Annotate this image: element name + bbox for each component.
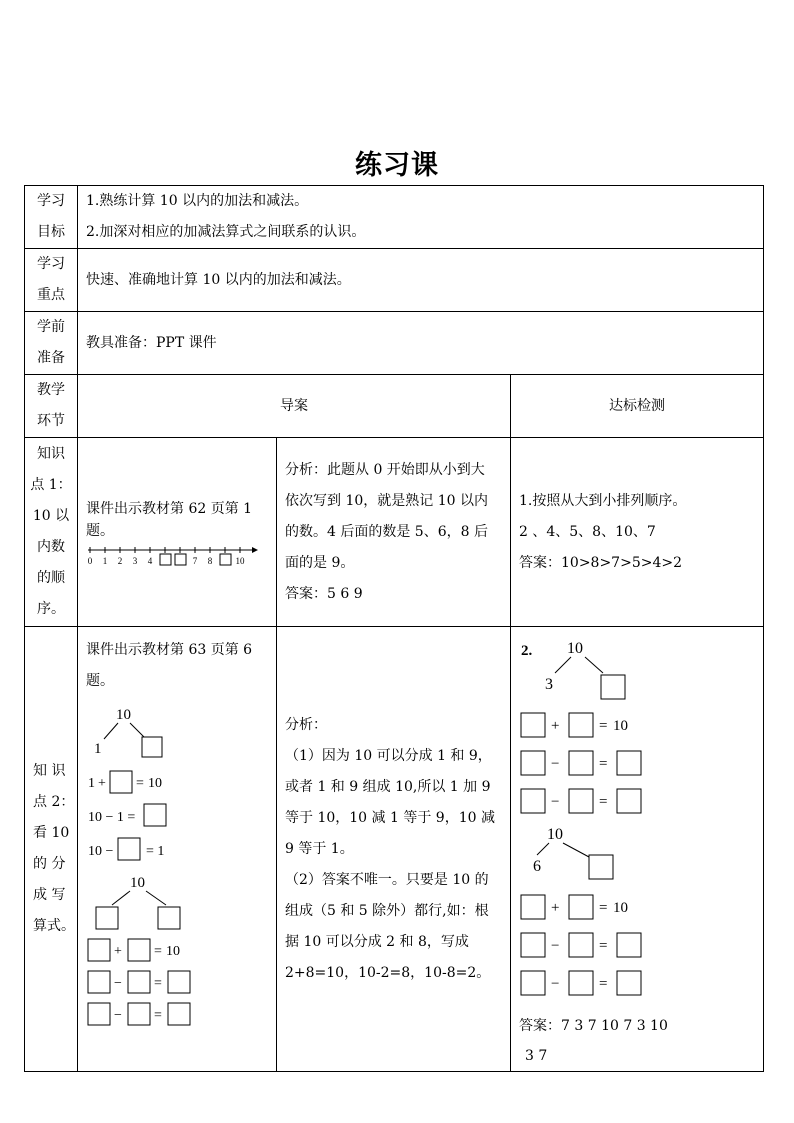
- check-eq-text: =: [599, 794, 608, 810]
- k1-label: [25, 438, 78, 627]
- focus-label: [25, 249, 78, 312]
- fig-eq-text: = 1: [146, 844, 165, 859]
- answer-box[interactable]: [168, 971, 190, 993]
- answer-box[interactable]: [96, 907, 118, 929]
- prep-label-line: 学前: [37, 319, 65, 335]
- answer-box[interactable]: [88, 971, 110, 993]
- answer-box[interactable]: [521, 751, 545, 775]
- answer-box[interactable]: [521, 713, 545, 737]
- answer-box[interactable]: [521, 933, 545, 957]
- goal-label: [25, 186, 78, 249]
- check-header: 达标检测: [511, 375, 764, 438]
- k2-analysis-line: 分析：: [285, 716, 327, 733]
- k1-analysis: [277, 438, 511, 627]
- k1-label-line: 点 1：: [30, 477, 72, 493]
- k1-task: [78, 438, 277, 627]
- fig-eq-text: 1: [88, 776, 95, 791]
- number-line-label: 7: [192, 556, 198, 566]
- check-left-number: 6: [533, 858, 541, 875]
- prep-content: [78, 312, 764, 375]
- k2-label-line: 看 10: [33, 825, 70, 841]
- fig-eq-text: 10 −: [88, 844, 114, 859]
- k2-label-line: 知 识: [33, 763, 66, 779]
- focus-row: [25, 249, 764, 312]
- k2-analysis-line: （1）因为 10 可以分成 1 和 9，: [285, 747, 492, 764]
- k2-task: [78, 627, 277, 1072]
- check-eq-text: −: [551, 938, 560, 954]
- header-label-line: 教学: [37, 382, 65, 398]
- number-line-label: 8: [207, 556, 213, 566]
- answer-box[interactable]: [569, 933, 593, 957]
- k1-label-line: 内数: [37, 539, 65, 555]
- fig-eq-text: =: [154, 976, 162, 991]
- answer-box[interactable]: [118, 838, 140, 860]
- k1-label-line: 10 以: [32, 508, 70, 524]
- k2-analysis-line: 2+8=10，10-2=8，10-8=2。: [285, 964, 491, 981]
- k1-analysis-line: 依次写到 10，就是熟记 10 以内: [285, 492, 488, 509]
- fig-eq-text: +: [114, 944, 122, 959]
- fig-top-number: 10: [130, 875, 145, 891]
- k1-answer: 答案：5 6 9: [285, 585, 363, 602]
- answer-box[interactable]: [521, 789, 545, 813]
- fig-eq-text: 10 − 1 =: [88, 810, 136, 825]
- goal-label-line: 目标: [37, 224, 65, 240]
- focus-content: [78, 249, 764, 312]
- answer-box[interactable]: [521, 971, 545, 995]
- answer-box[interactable]: [617, 971, 641, 995]
- check-eq-text: =: [599, 976, 608, 992]
- answer-box[interactable]: [617, 789, 641, 813]
- answer-box[interactable]: [144, 804, 166, 826]
- check-answer-line: 答案：7 3 7 10 7 3 10: [519, 1018, 668, 1034]
- goal-row: [25, 186, 764, 249]
- header-label-line: 环节: [37, 413, 65, 429]
- answer-box[interactable]: [88, 1003, 110, 1025]
- answer-box[interactable]: [589, 855, 613, 879]
- k2-label-line: 点 2：: [33, 794, 75, 810]
- k2-analysis-line: 9 等于 1。: [285, 840, 354, 857]
- check-top-number: 10: [547, 826, 563, 843]
- k2-task-line: 题。: [86, 673, 114, 689]
- k1-label-line: 知识: [37, 446, 65, 462]
- k1-check-line: 2 、4、5、8、10、7: [519, 523, 656, 540]
- fig-eq-text: =: [136, 776, 144, 791]
- answer-box[interactable]: [220, 554, 231, 565]
- k1-check-line: 1.按照从大到小排列顺序。: [519, 492, 687, 509]
- k2-label: [25, 627, 78, 1072]
- check-eq-text: 10: [613, 900, 628, 916]
- answer-box[interactable]: [521, 895, 545, 919]
- answer-box[interactable]: [617, 751, 641, 775]
- check-answer-line: 3 7: [525, 1048, 548, 1064]
- header-row: [25, 375, 764, 438]
- fig-eq-text: =: [154, 944, 162, 959]
- answer-box[interactable]: [569, 895, 593, 919]
- answer-box[interactable]: [569, 971, 593, 995]
- guide-header: 导案: [78, 375, 511, 438]
- check-figure: [519, 631, 759, 1011]
- check-eq-text: −: [551, 794, 560, 810]
- k2-analysis-line: 据 10 可以分成 2 和 8，写成: [285, 933, 469, 950]
- fig-eq-text: −: [114, 976, 122, 991]
- number-line-label: 0: [87, 556, 93, 566]
- fig-eq-text: −: [114, 1008, 122, 1023]
- k2-check: [511, 627, 764, 1072]
- fig-left-number: 1: [94, 741, 102, 757]
- answer-box[interactable]: [158, 907, 180, 929]
- answer-box[interactable]: [88, 939, 110, 961]
- check-eq-text: +: [551, 900, 560, 916]
- k2-analysis-line: 或者 1 和 9 组成 10,所以 1 加 9: [285, 778, 491, 795]
- check-eq-text: 10: [613, 718, 628, 734]
- fig-eq-text: 10: [166, 944, 180, 959]
- answer-box[interactable]: [160, 554, 171, 565]
- k1-label-line: 序。: [37, 601, 65, 617]
- goal-line-2: 2.加深对相应的加减法算式之间联系的认识。: [86, 224, 366, 240]
- answer-box[interactable]: [128, 971, 150, 993]
- answer-box[interactable]: [569, 789, 593, 813]
- number-line-label: 3: [132, 556, 138, 566]
- page-title: 练习课: [355, 150, 439, 181]
- number-line-label: 2: [117, 556, 123, 566]
- k2-label-line: 的 分: [33, 856, 66, 872]
- goal-line-1: 1.熟练计算 10 以内的加法和减法。: [86, 193, 309, 209]
- answer-box[interactable]: [569, 751, 593, 775]
- answer-box[interactable]: [175, 554, 186, 565]
- check-eq-text: −: [551, 976, 560, 992]
- fig-eq-text: =: [154, 1008, 162, 1023]
- k2-row: [25, 627, 764, 1072]
- k2-task-line: 课件出示教材第 63 页第 6: [86, 642, 253, 658]
- lesson-plan-table: [24, 185, 764, 1072]
- k1-row: [25, 438, 764, 627]
- k1-task-line: 课件出示教材第 62 页第 1: [86, 501, 253, 517]
- goal-label-line: 学习: [37, 193, 65, 209]
- check-eq-text: +: [551, 718, 560, 734]
- k2-analysis: [277, 627, 511, 1072]
- k2-label-line: 成 写: [33, 887, 66, 903]
- k2-analysis-line: （2）答案不唯一。只要是 10 的: [285, 871, 489, 888]
- prep-label-line: 准备: [37, 350, 65, 366]
- number-line: [86, 544, 258, 566]
- prep-label: [25, 312, 78, 375]
- answer-box[interactable]: [569, 713, 593, 737]
- focus-label-line: 学习: [37, 256, 65, 272]
- check-left-number: 3: [545, 676, 553, 693]
- prep-row: [25, 312, 764, 375]
- k1-analysis-line: 面的是 9。: [285, 554, 355, 571]
- fig-eq-text: 10: [148, 776, 162, 791]
- header-label: [25, 375, 78, 438]
- answer-box[interactable]: [617, 933, 641, 957]
- fig-eq-text: +: [98, 776, 106, 791]
- fig-top-number: 10: [116, 707, 131, 723]
- focus-text: 快速、准确地计算 10 以内的加法和减法。: [86, 271, 351, 288]
- k1-task-line: 题。: [86, 523, 114, 539]
- k1-analysis-line: 分析：此题从 0 开始即从小到大: [285, 461, 485, 478]
- k1-check: [511, 438, 764, 627]
- k2-analysis-line: 等于 10，10 减 1 等于 9，10 减: [285, 809, 495, 826]
- k1-analysis-line: 的数。4 后面的数是 5、6，8 后: [285, 523, 488, 540]
- goal-content: [78, 186, 764, 249]
- k2-label-line: 算式。: [33, 918, 75, 934]
- k1-check-answer: 答案：10>8>7>5>4>2: [519, 554, 683, 571]
- answer-box[interactable]: [142, 737, 162, 757]
- answer-box[interactable]: [128, 1003, 150, 1025]
- prep-text: 教具准备：PPT 课件: [86, 334, 217, 351]
- k2-analysis-line: 组成（5 和 5 除外）都行,如：根: [285, 902, 489, 919]
- check-eq-text: =: [599, 900, 608, 916]
- check-eq-text: =: [599, 718, 608, 734]
- answer-box[interactable]: [110, 771, 132, 793]
- check-top-number: 10: [567, 640, 583, 657]
- check-eq-text: =: [599, 938, 608, 954]
- focus-label-line: 重点: [37, 287, 65, 303]
- number-line-label: 10: [235, 556, 245, 566]
- k1-label-line: 的顺: [37, 570, 65, 586]
- answer-box[interactable]: [128, 939, 150, 961]
- check-eq-text: −: [551, 756, 560, 772]
- check-eq-text: =: [599, 756, 608, 772]
- decomposition-figure: [86, 697, 266, 1037]
- check-number: 2.: [521, 643, 533, 659]
- answer-box[interactable]: [168, 1003, 190, 1025]
- answer-box[interactable]: [601, 675, 625, 699]
- number-line-label: 4: [147, 556, 153, 566]
- number-line-label: 1: [102, 556, 108, 566]
